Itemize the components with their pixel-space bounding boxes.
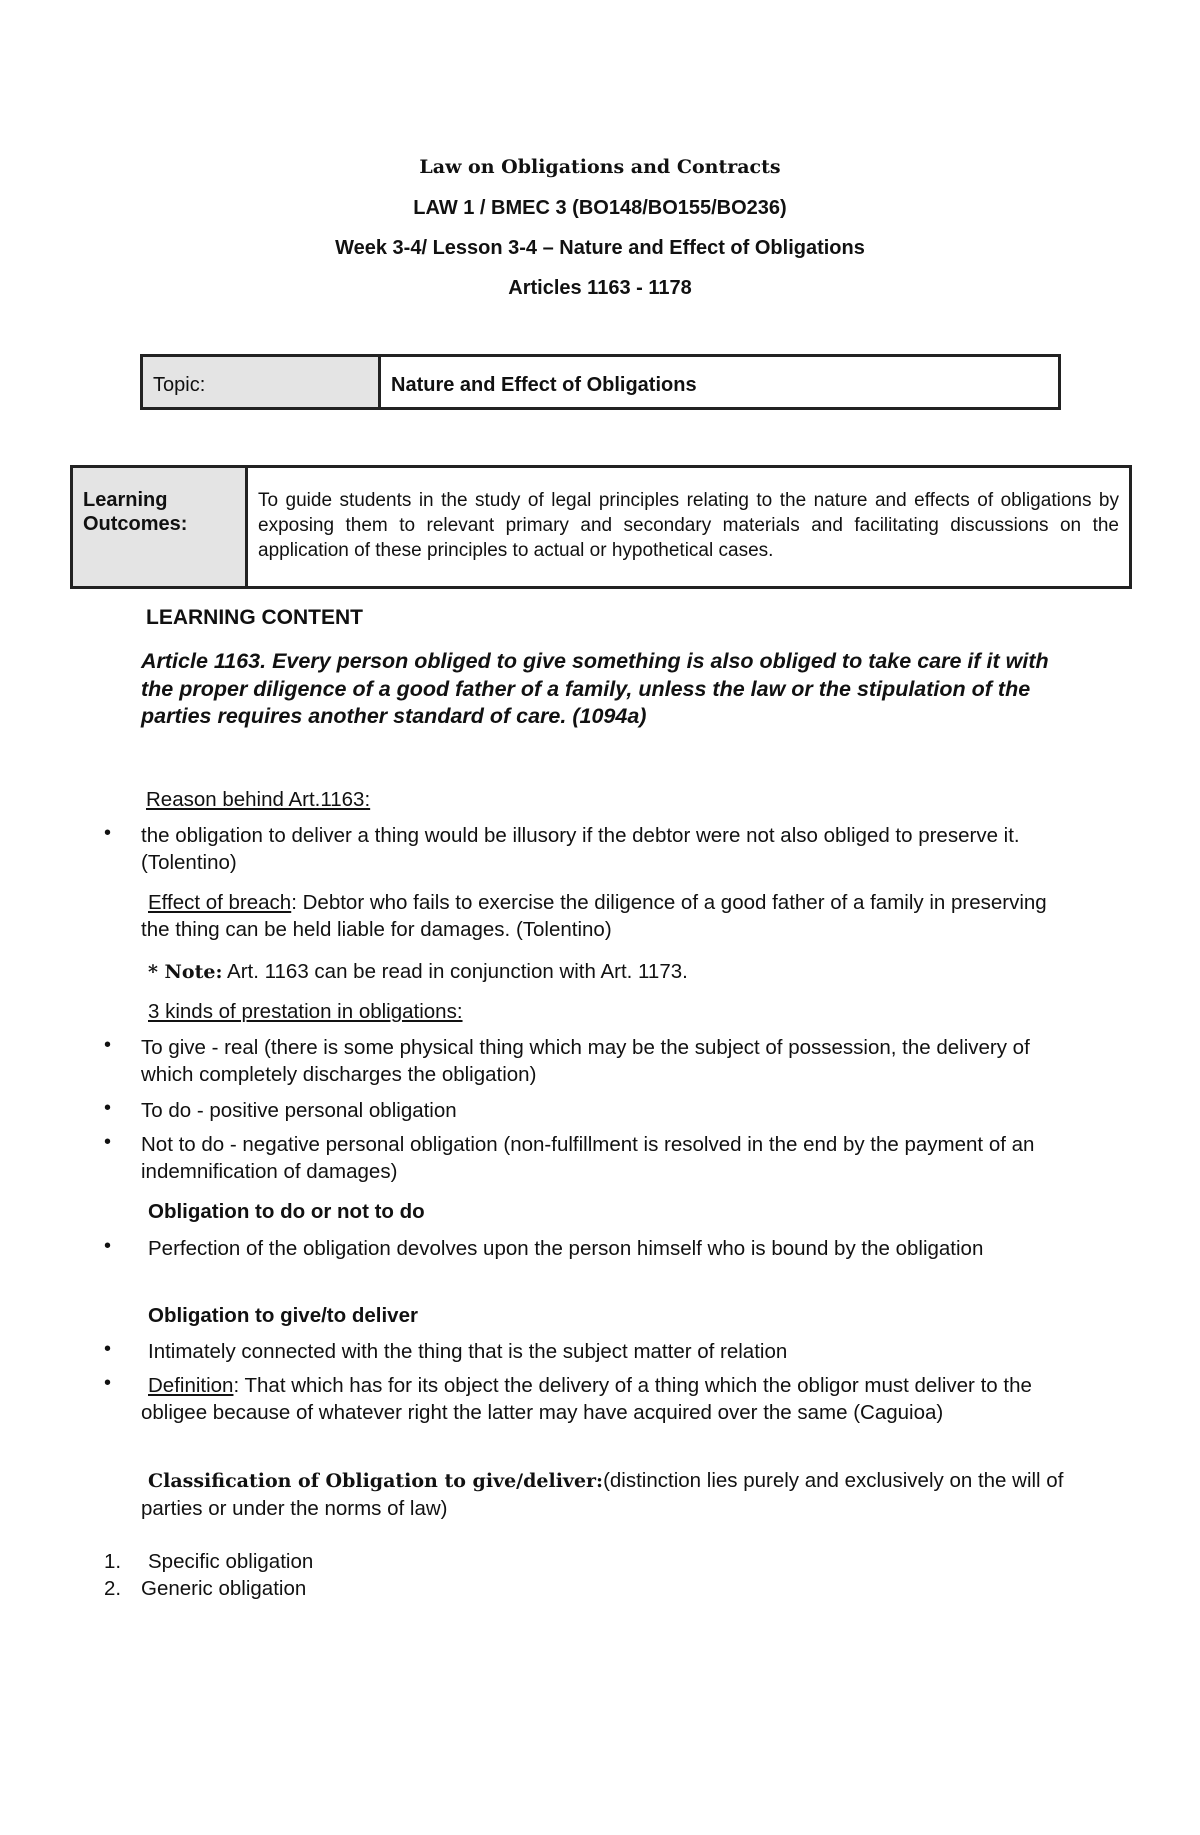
course-title: Law on Obligations and Contracts — [419, 156, 781, 178]
list-number: 2. — [104, 1577, 122, 1600]
effect-label: Effect of breach — [148, 891, 292, 914]
reason-bullet-text: the obligation to deliver a thing would be illusory if the debtor were not also obliged to preserve it. (Tolentino) — [141, 824, 1020, 874]
outcomes-table — [70, 465, 1132, 589]
give-bullet-text: Intimately connected with the thing that is the subject matter of relation — [148, 1340, 788, 1363]
classification-label: Classification of Obligation to give/deliver: — [148, 1470, 604, 1492]
effect-of-breach — [141, 889, 1071, 943]
do-bullet-text: Perfection of the obligation devolves upon the person himself who is bound by the obligation — [148, 1237, 984, 1260]
definition-text: : That which has for its object the delivery of a thing which the obligor must deliver to the obligee because of whatever right the latter may have acquired over the same (Caguioa) — [141, 1374, 1032, 1424]
bullet-icon: • — [104, 1338, 112, 1360]
outcomes-text: To guide students in the study of legal principles relating to the nature and effects of obligations by exposing them to relevant primary and secondary materials and facilitating discussions on the application of these principles to actual or hypothetical cases. — [247, 467, 1131, 588]
bullet-icon: • — [104, 822, 112, 844]
reason-heading: Reason behind Art.1163: — [146, 788, 371, 811]
classification-line — [141, 1467, 1076, 1522]
topic-value: Nature and Effect of Obligations — [380, 356, 1060, 409]
note-text: Art. 1163 can be read in conjunction with Art. 1173. — [222, 960, 688, 983]
kind-item: Not to do - negative personal obligation (non-fulfillment is resolved in the end by the payment of an indemnification of damages) — [141, 1133, 1035, 1183]
note-line — [148, 958, 688, 986]
kinds-heading: 3 kinds of prestation in obligations: — [148, 1000, 463, 1023]
kind-item: To give - real (there is some physical thing which may be the subject of possession, the delivery of which completely discharges the obligation) — [141, 1036, 1030, 1086]
kind-item: To do - positive personal obligation — [141, 1099, 457, 1122]
lesson-title: Week 3-4/ Lesson 3-4 – Nature and Effect of Obligations — [335, 237, 865, 259]
list-item-text: Generic obligation — [141, 1577, 307, 1600]
topic-table — [140, 354, 1061, 410]
definition-label: Definition — [148, 1374, 234, 1397]
course-code: LAW 1 / BMEC 3 (BO148/BO155/BO236) — [413, 197, 787, 219]
bullet-icon: • — [104, 1372, 112, 1394]
bullet-icon: • — [104, 1034, 112, 1056]
articles-range: Articles 1163 - 1178 — [508, 277, 692, 299]
give-heading: Obligation to give/to deliver — [148, 1304, 418, 1327]
list-item-text: Specific obligation — [148, 1550, 314, 1573]
note-label: * Note: — [148, 961, 223, 983]
topic-label: Topic: — [142, 356, 380, 409]
list-number: 1. — [104, 1550, 122, 1573]
learning-content-heading: LEARNING CONTENT — [146, 606, 363, 629]
bullet-icon: • — [104, 1235, 112, 1257]
do-heading: Obligation to do or not to do — [148, 1200, 425, 1223]
article-1163-text: Article 1163. Every person obliged to give something is also obliged to take care if it with the proper diligence of a good father of a family, unless the law or the stipulation of the parties requires another standard of care. (1094a) — [141, 649, 1049, 728]
classification-text: (distinction lies purely and exclusively on the will of parties or under the norms of law) — [141, 1469, 1064, 1520]
bullet-icon: • — [104, 1131, 112, 1153]
outcomes-label: Learning Outcomes: — [72, 467, 247, 588]
definition-item — [141, 1372, 1041, 1426]
bullet-icon: • — [104, 1097, 112, 1119]
effect-text: : Debtor who fails to exercise the diligence of a good father of a family in preserving the thing can be held liable for damages. (Tolentino) — [141, 891, 1047, 941]
